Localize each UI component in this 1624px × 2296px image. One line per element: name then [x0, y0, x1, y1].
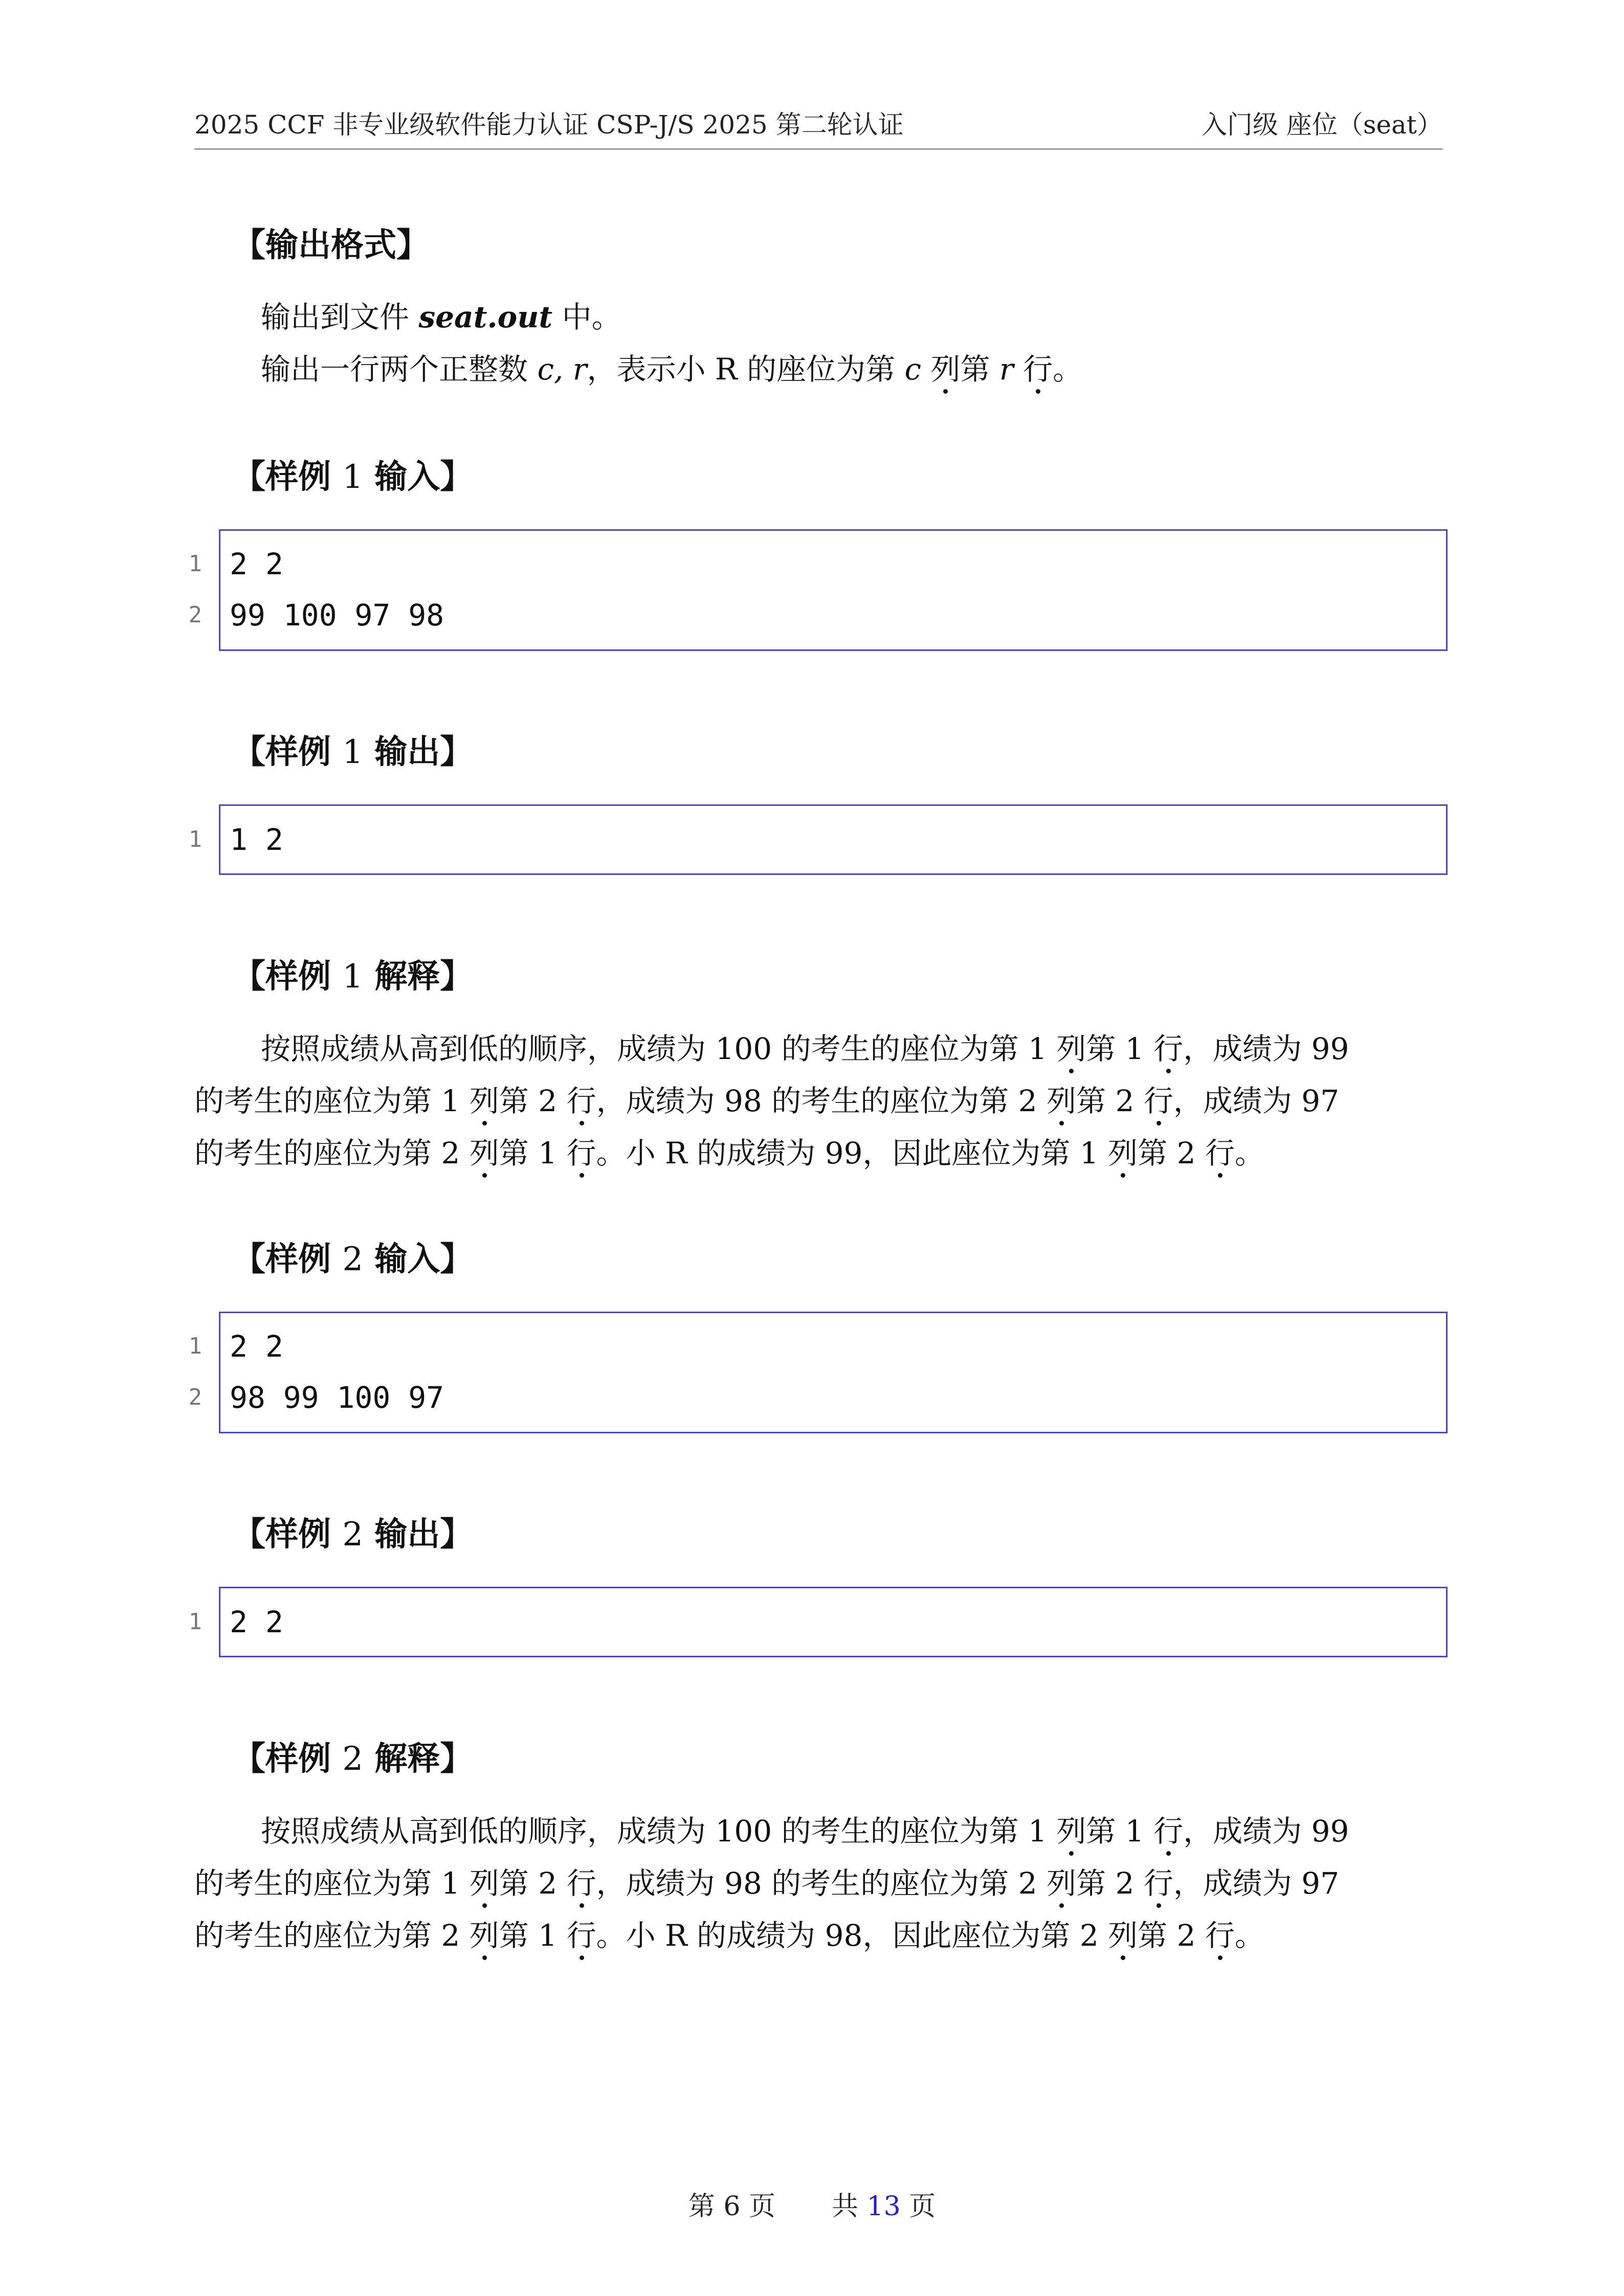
text-segment: 第 1	[499, 1136, 567, 1170]
text-segment: 第 1	[1086, 1814, 1154, 1849]
code-line: 2 2	[230, 547, 283, 581]
emphasis-column: 列	[1056, 1814, 1086, 1849]
page-header	[194, 102, 1442, 150]
code-line: 99 100 97 98	[230, 598, 444, 633]
emphasis-row: 行	[566, 1136, 596, 1170]
output-filename: seat.out	[418, 300, 553, 334]
sample1-input-heading	[233, 457, 473, 498]
text-segment: 页	[740, 2191, 775, 2222]
text-segment: 的考生的座位为第 2	[194, 1918, 470, 1953]
text-segment: 共	[831, 2191, 867, 2222]
text-segment: 第 1	[499, 1918, 567, 1953]
text-segment: 输出】	[363, 733, 473, 771]
sample1-explain-line-3	[194, 1135, 1264, 1172]
sample2-input-heading	[233, 1239, 473, 1280]
emphasis-row: 行	[566, 1918, 596, 1953]
emphasis-row: 行	[566, 1866, 596, 1901]
math-var-r: r	[999, 352, 1014, 387]
text-segment: 解释】	[363, 958, 473, 996]
text-segment: 输出】	[363, 1516, 473, 1554]
sample-number: 2	[342, 1740, 363, 1778]
text-segment: 解释】	[363, 1740, 473, 1778]
text-segment: 第 2	[499, 1084, 567, 1118]
text-segment: 的考生的座位为第 1	[194, 1084, 470, 1118]
text-segment: 【样例	[233, 733, 343, 771]
text-segment: 输入】	[363, 458, 473, 496]
text-segment: 第 1	[1086, 1031, 1154, 1066]
text-segment: ，成绩为 98 的考生的座位为第 2	[596, 1866, 1047, 1901]
emphasis-column: 列	[469, 1918, 499, 1953]
sample-number: 1	[342, 958, 363, 996]
code-line: 98 99 100 97	[230, 1380, 444, 1415]
sample-number: 2	[342, 1241, 363, 1278]
text-segment: 第 2	[1138, 1918, 1205, 1953]
sample2-explain-line-2	[194, 1865, 1339, 1902]
sample1-output-heading	[233, 732, 473, 773]
sample2-explain-line-3	[194, 1917, 1264, 1954]
emphasis-row: 行	[1205, 1918, 1235, 1953]
emphasis-column: 列	[1056, 1031, 1086, 1066]
text-segment: 【样例	[233, 958, 343, 996]
line-number: 2	[188, 1384, 202, 1410]
sample-number: 1	[342, 733, 363, 771]
text-segment: ，成绩为 99	[1183, 1031, 1349, 1066]
total-pages-link[interactable]: 13	[866, 2191, 901, 2222]
text-segment: 。	[1053, 352, 1083, 387]
sample2-output-heading	[233, 1514, 473, 1555]
text-segment: 输入】	[363, 1241, 473, 1278]
emphasis-column: 列	[1047, 1866, 1077, 1901]
header-problem-name: 入门级 座位（seat）	[1201, 110, 1442, 140]
sample1-output-box	[219, 804, 1448, 875]
code-line: 2 2	[230, 1605, 283, 1639]
output-format-line-1	[261, 299, 621, 335]
emphasis-column: 列	[930, 352, 961, 387]
sample2-explain-heading	[233, 1739, 473, 1780]
sample-number: 1	[342, 458, 363, 496]
text-segment: ，成绩为 99	[1183, 1814, 1349, 1849]
text-segment: 第 2	[1076, 1866, 1144, 1901]
output-format-line-2	[261, 351, 1082, 388]
sample2-output-box	[219, 1587, 1448, 1657]
text-segment: 【样例	[233, 458, 343, 496]
emphasis-row: 行	[1143, 1866, 1173, 1901]
emphasis-row: 行	[1205, 1136, 1235, 1170]
text-segment: 【样例	[233, 1241, 343, 1278]
line-number: 1	[188, 826, 202, 852]
line-number: 2	[188, 602, 202, 628]
sample2-explain-line-1	[261, 1813, 1349, 1850]
sample-number: 2	[342, 1516, 363, 1554]
emphasis-row: 行	[1153, 1814, 1184, 1849]
text-segment: 。小 R 的成绩为 99，因此座位为第 1	[596, 1136, 1108, 1170]
sample1-input-box	[219, 529, 1448, 651]
sample1-explain-line-1	[261, 1030, 1349, 1067]
emphasis-row: 行	[1023, 352, 1053, 387]
emphasis-row: 行	[1143, 1084, 1173, 1118]
text-segment: 。	[1234, 1136, 1264, 1170]
text-segment: ，表示小 R 的座位为第	[587, 352, 905, 387]
text-segment: 按照成绩从高到低的顺序，成绩为 100 的考生的座位为第 1	[261, 1031, 1057, 1066]
math-var-c: c	[904, 352, 921, 387]
text-segment: ，成绩为 97	[1173, 1866, 1340, 1901]
page-footer	[0, 2189, 1624, 2224]
text-segment: 输出到文件	[261, 300, 419, 334]
emphasis-column: 列	[1108, 1136, 1138, 1170]
text-segment: 第 2	[499, 1866, 567, 1901]
emphasis-column: 列	[469, 1084, 499, 1118]
text-segment: 。	[1234, 1918, 1264, 1953]
text-segment: 第	[688, 2191, 724, 2222]
text-segment: 中。	[552, 300, 621, 334]
text-segment: 输出一行两个正整数	[261, 352, 538, 387]
output-format-heading: 【输出格式】	[233, 227, 429, 264]
text-segment: 【样例	[233, 1516, 343, 1554]
emphasis-row: 行	[1153, 1031, 1184, 1066]
emphasis-row: 行	[566, 1084, 596, 1118]
text-segment: 第 2	[1076, 1084, 1144, 1118]
emphasis-column: 列	[1108, 1918, 1138, 1953]
emphasis-column: 列	[1047, 1084, 1077, 1118]
text-segment: 的考生的座位为第 1	[194, 1866, 470, 1901]
text-segment: 第 2	[1138, 1136, 1205, 1170]
sample2-input-box	[219, 1312, 1448, 1433]
code-line: 2 2	[230, 1329, 283, 1364]
line-number: 1	[188, 1333, 202, 1359]
emphasis-column: 列	[469, 1866, 499, 1901]
line-number: 1	[188, 1609, 202, 1635]
text-segment: 页	[900, 2191, 936, 2222]
header-contest-title: 2025 CCF 非专业级软件能力认证 CSP-J/S 2025 第二轮认证	[194, 110, 904, 140]
text-segment: 【样例	[233, 1740, 343, 1778]
line-number: 1	[188, 551, 202, 577]
code-line: 1 2	[230, 822, 283, 857]
current-page-number: 6	[723, 2191, 741, 2222]
sample1-explain-heading	[233, 956, 473, 997]
emphasis-column: 列	[469, 1136, 499, 1170]
text-segment: ，成绩为 98 的考生的座位为第 2	[596, 1084, 1047, 1118]
text-segment: 的考生的座位为第 2	[194, 1136, 470, 1170]
text-segment: 。小 R 的成绩为 98，因此座位为第 2	[596, 1918, 1108, 1953]
text-segment: 第	[960, 352, 999, 387]
text-segment: 按照成绩从高到低的顺序，成绩为 100 的考生的座位为第 1	[261, 1814, 1057, 1849]
text-segment: ，成绩为 97	[1173, 1084, 1340, 1118]
math-vars: c, r	[537, 352, 587, 387]
sample1-explain-line-2	[194, 1083, 1339, 1119]
